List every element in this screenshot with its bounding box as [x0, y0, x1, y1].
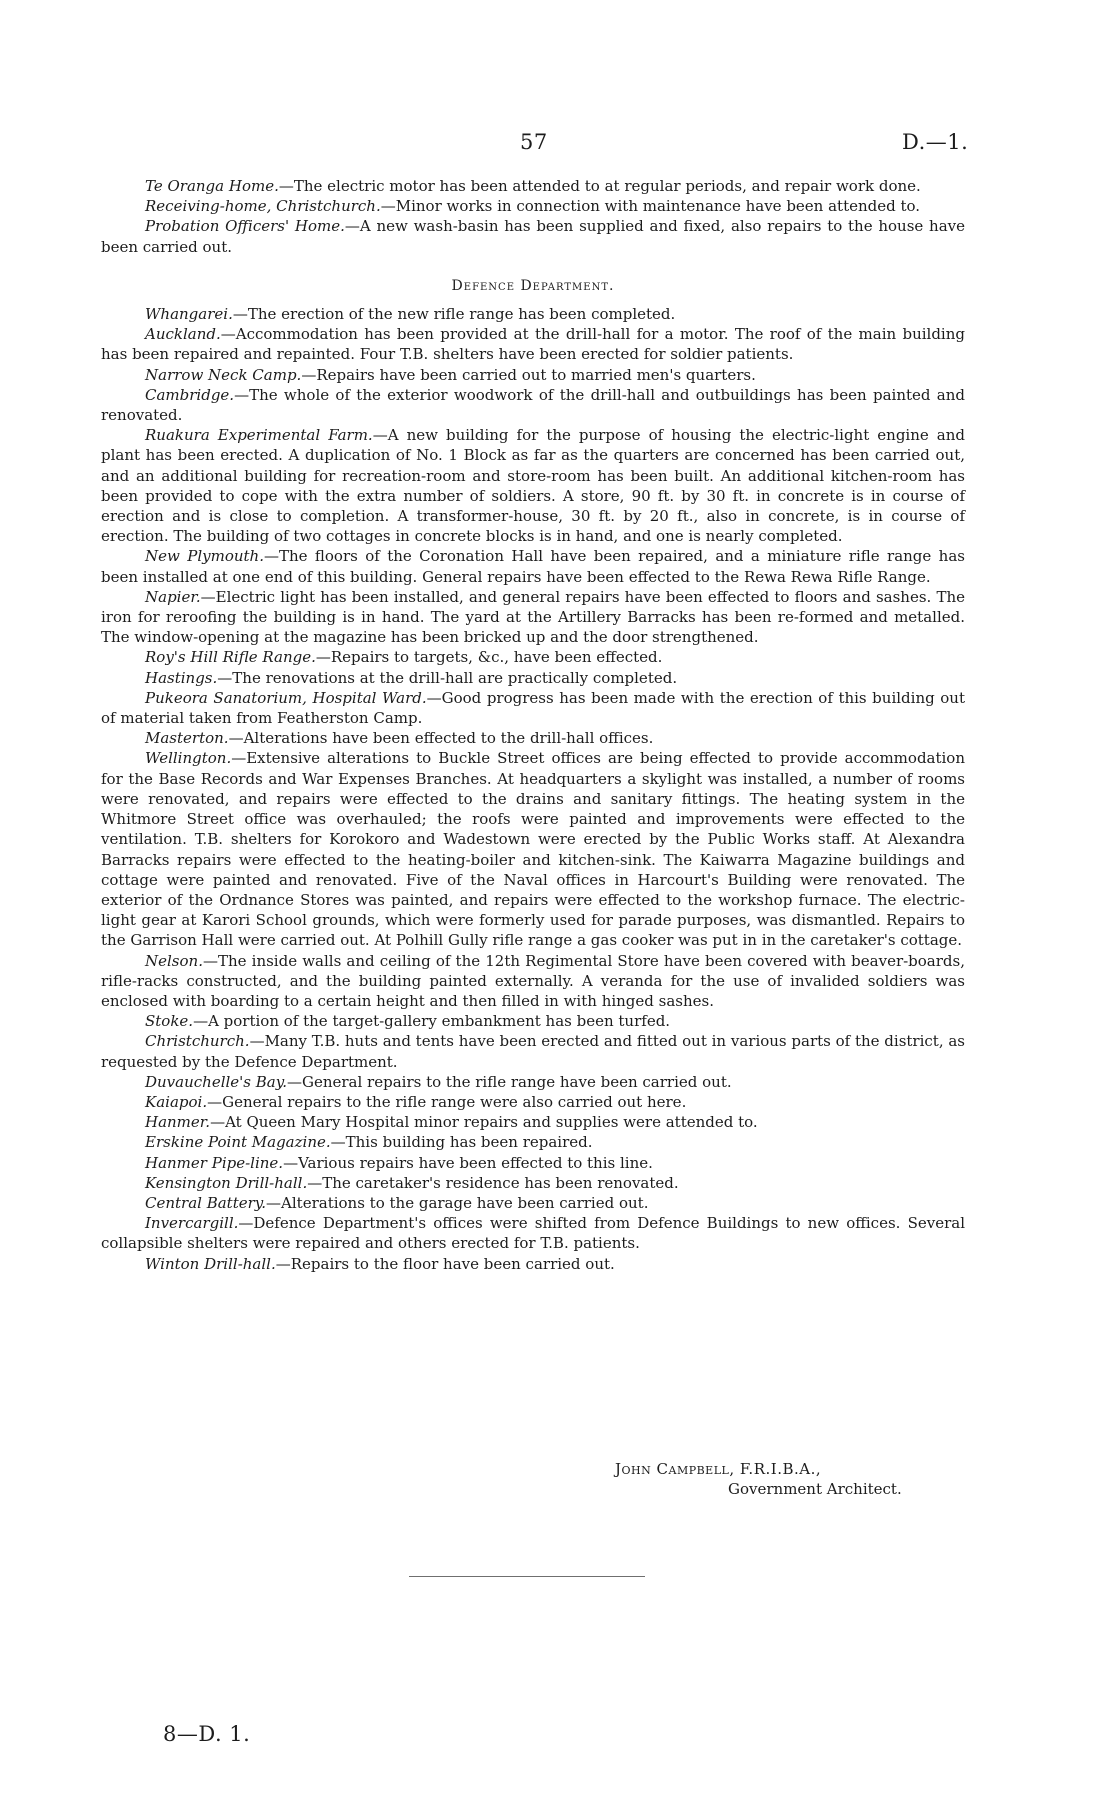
report-paragraph: [101, 1132, 965, 1152]
place-name: Erskine Point Magazine.: [145, 1133, 331, 1152]
paragraph-text: —Minor works in connection with maintenance have been attended to.: [380, 197, 921, 216]
paragraph-text: —A portion of the target-gallery embankment has been turfed.: [193, 1012, 671, 1031]
document-reference: D.—1.: [902, 130, 969, 154]
paragraph-text: —Repairs have been carried out to married men's quarters.: [301, 365, 756, 384]
paragraph-text: —The floors of the Coronation Hall have been repaired, and a miniature rifle range has been installed at one end of this building. General repairs have been effected to the Rewa Rewa Rifle Range.: [101, 547, 965, 586]
report-paragraph: [101, 748, 965, 950]
report-paragraph: [101, 1072, 965, 1092]
report-paragraph: [101, 1011, 965, 1031]
paragraph-text: —A new building for the purpose of housing the electric-light engine and plant has been erected. A duplication of No. 1 Block as far as the quarters are concerned has been carried out, and an additional building for recreation-room and store-room has been built. An additional kitchen-room has been provided to cope with the extra number of soldiers. A store, 90 ft. by 30 ft. in concrete is in course of erection and is close to completion. A transformer-house, 30 ft. by 20 ft., also in concrete, is in course of erection. The building of two cottages in concrete blocks is in hand, and one is nearly completed.: [101, 426, 965, 546]
place-name: Hastings.: [145, 668, 218, 687]
report-paragraph: [101, 587, 965, 648]
paragraph-text: —General repairs to the rifle range were also carried out here.: [207, 1092, 687, 1111]
place-name: Probation Officers' Home.: [145, 217, 345, 236]
place-name: Napier.: [145, 587, 201, 606]
place-name: Cambridge.: [145, 385, 235, 404]
paragraph-text: —Accommodation has been provided at the drill-hall for a motor. The roof of the main building has been repaired and repainted. Four T.B. shelters have been erected for soldier patients.: [101, 325, 965, 364]
signature-block: [615, 1459, 955, 1499]
report-paragraph: [101, 647, 965, 667]
report-paragraph: [101, 728, 965, 748]
paragraph-text: —Defence Department's offices were shifted from Defence Buildings to new offices. Several collapsible shelters were repaired and others erected for T.B. patients.: [101, 1214, 965, 1253]
report-paragraph: [101, 1112, 965, 1132]
paragraph-text: —A new wash-basin has been supplied and fixed, also repairs to the house have been carried out.: [101, 217, 965, 256]
report-paragraph: [101, 196, 965, 216]
report-paragraph: [101, 365, 965, 385]
place-name: Kaiapoi.: [145, 1092, 208, 1111]
place-name: Narrow Neck Camp.: [145, 365, 302, 384]
paragraph-text: —The erection of the new rifle range has been completed.: [232, 305, 676, 324]
report-paragraph: [101, 668, 965, 688]
place-name: Stoke.: [145, 1012, 194, 1031]
place-name: Winton Drill-hall.: [145, 1254, 276, 1273]
report-paragraph: [101, 216, 965, 256]
paragraph-text: —The whole of the exterior woodwork of the drill-hall and outbuildings has been painted and renovated.: [101, 385, 965, 425]
paragraph-text: —The caretaker's residence has been renovated.: [307, 1173, 679, 1192]
place-name: Auckland.: [145, 325, 221, 344]
report-paragraph: [101, 546, 965, 586]
signature-title: Government Architect.: [728, 1480, 902, 1498]
place-name: Hanmer Pipe-line.: [145, 1153, 284, 1172]
report-paragraph: [101, 425, 965, 546]
place-name: Ruakura Experimental Farm.: [145, 426, 373, 445]
paragraph-text: —Electric light has been installed, and general repairs have been effected to floors and sashes. The iron for reroofing the building is in hand. The yard at the Artillery Barracks has been re-formed and metalled. The window-opening at the magazine has been bricked up and the door strengthened.: [101, 587, 965, 647]
report-paragraph: [101, 1173, 965, 1193]
paragraph-text: —Alterations have been effected to the drill-hall offices.: [228, 729, 654, 748]
place-name: New Plymouth.: [145, 547, 264, 566]
paragraph-text: —Repairs to the floor have been carried out.: [275, 1254, 615, 1273]
place-name: Whangarei.: [145, 305, 233, 324]
section-heading-defence: Defence Department.: [451, 277, 615, 294]
place-name: Roy's Hill Rifle Range.: [145, 648, 316, 667]
report-paragraph: [101, 951, 965, 1012]
report-paragraph: [101, 1193, 965, 1213]
paragraph-text: —The inside walls and ceiling of the 12th Regimental Store have been covered with beaver-boards, rifle-racks constructed, and the building painted externally. A veranda for the use of invalided soldiers was enclosed with boarding to a certain height and then filled in with hinged sashes.: [101, 951, 965, 1010]
place-name: Kensington Drill-hall.: [145, 1173, 308, 1192]
page-number: 57: [520, 130, 548, 154]
paragraph-text: —Various repairs have been effected to this line.: [283, 1153, 653, 1172]
report-paragraph: [101, 1153, 965, 1173]
place-name: Receiving-home, Christchurch.: [145, 197, 381, 216]
place-name: Duvauchelle's Bay.: [145, 1072, 287, 1091]
place-name: Christchurch.: [145, 1032, 250, 1051]
place-name: Nelson.: [145, 951, 203, 970]
public-buildings-section: [101, 176, 965, 257]
paragraph-text: —The electric motor has been attended to at regular periods, and repair work done.: [278, 177, 921, 195]
report-paragraph: [101, 688, 965, 728]
paragraph-text: —Good progress has been made with the erection of this building out of material taken from Featherston Camp.: [101, 688, 965, 728]
report-paragraph: [101, 1213, 965, 1253]
paragraph-text: —Repairs to targets, &c., have been effected.: [315, 648, 663, 667]
paragraph-text: —Many T.B. huts and tents have been erected and fitted out in various parts of the district, as requested by the Defence Department.: [101, 1032, 965, 1071]
report-body: [101, 176, 965, 1274]
printer-signature-mark: 8—D. 1.: [163, 1722, 251, 1746]
paragraph-text: —This building has been repaired.: [330, 1133, 593, 1152]
place-name: Te Oranga Home.: [145, 177, 279, 195]
paragraph-text: —General repairs to the rifle range have been carried out.: [286, 1072, 732, 1091]
place-name: Hanmer.: [145, 1113, 211, 1132]
defence-department-section: [101, 304, 965, 1274]
signature-name: John Campbell, F.R.I.B.A.,: [615, 1460, 822, 1478]
place-name: Pukeora Sanatorium, Hospital Ward.: [145, 688, 427, 707]
paragraph-text: —The renovations at the drill-hall are practically completed.: [217, 668, 678, 687]
place-name: Invercargill.: [145, 1214, 239, 1233]
place-name: Central Battery.: [145, 1193, 267, 1212]
report-paragraph: [101, 304, 965, 324]
place-name: Masterton.: [145, 729, 229, 748]
paragraph-text: —Extensive alterations to Buckle Street offices are being effected to provide accommodation for the Base Records and War Expenses Branches. At headquarters a skylight was installed, a number of rooms were renovated, and repairs were effected to the drains and sanitary fittings. The heating system in the Whitmore Street office was overhauled; the roofs were painted and improvements were effected to the ventilation. T.B. shelters for Korokoro and Wadestown were erected by the Public Works staff. At Alexandra Barracks repairs were effected to the heating-boiler and kitchen-sink. The Kaiwarra Magazine buildings and cottage were painted and renovated. Five of the Naval offices in Harcourt's Building were renovated. The exterior of the Ordnance Stores was painted, and repairs were effected to the workshop furnace. The electric-light gear at Karori School grounds, which were formerly used for parade purposes, was dismantled. Repairs to the Garrison Hall were carried out. At Polhill Gully rifle range a gas cooker was put in in the caretaker's cottage.: [101, 749, 965, 950]
paragraph-text: —At Queen Mary Hospital minor repairs and supplies were attended to.: [210, 1113, 758, 1132]
closing-rule: [409, 1576, 645, 1577]
report-paragraph: [101, 176, 965, 196]
report-paragraph: [101, 324, 965, 364]
place-name: Wellington.: [145, 749, 232, 768]
report-paragraph: [101, 1254, 965, 1274]
report-paragraph: [101, 385, 965, 425]
report-paragraph: [101, 1031, 965, 1071]
paragraph-text: —Alterations to the garage have been carried out.: [266, 1193, 649, 1212]
report-paragraph: [101, 1092, 965, 1112]
